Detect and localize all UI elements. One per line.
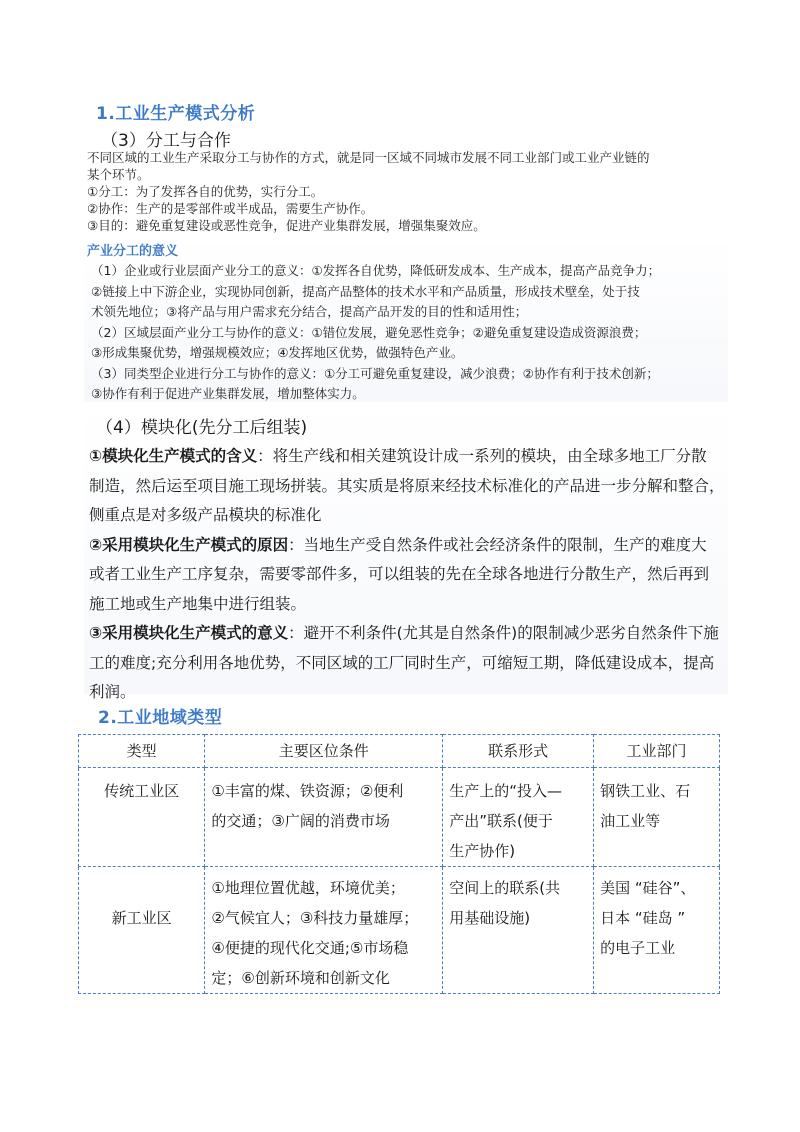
section-2-title: 2.工业地域类型 bbox=[98, 708, 223, 728]
body-line: 某个环节。 bbox=[87, 167, 150, 182]
paragraph-label: ①模块化生产模式的含义 bbox=[89, 447, 258, 465]
table-header-row bbox=[79, 735, 720, 768]
body-line: ②协作：生产的是零部件或半成品，需要生产协作。 bbox=[87, 201, 374, 216]
meaning-line: 术领先地位；③将产品与用户需求充分结合，提高产品开发的目的性和适用性； bbox=[91, 304, 528, 319]
paragraph-line: 制造，然后运至项目施工现场拼装。其实质是将原来经技术标准化的产品进一步分解和整合， bbox=[89, 476, 725, 495]
paragraph-line: 侧重点是对多级产品模块的标准化 bbox=[89, 506, 322, 524]
meaning-line: ③协作有利于促进产业集群发展，增加整体实力。 bbox=[91, 386, 365, 401]
subsection-4-heading: （4）模块化(先分工后组装) bbox=[96, 418, 308, 438]
column-header: 主要区位条件 bbox=[205, 735, 443, 768]
links-cell: 空间上的联系(共 用基础设施) bbox=[443, 867, 594, 994]
paragraph-label: ③采用模块化生产模式的意义 bbox=[89, 624, 289, 642]
meaning-line: （1）企业或行业层面产业分工的意义：①发挥各自优势，降低研发成本、生产成本，提高产品竞争力； bbox=[91, 263, 661, 278]
modular-paragraphs bbox=[89, 442, 725, 708]
table-row bbox=[79, 867, 720, 994]
paragraph-line: ②采用模块化生产模式的原因：当地生产受自然条件或社会经济条件的限制，生产的难度大 bbox=[89, 535, 707, 554]
paragraph-line: 利润。 bbox=[89, 683, 136, 701]
meaning-body bbox=[91, 261, 660, 405]
table-row bbox=[79, 768, 720, 867]
meaning-line: （3）同类型企业进行分工与协作的意义：①分工可避免重复建设，减少浪费；②协作有利于技术创新； bbox=[91, 365, 659, 381]
subsection-3-heading: （3）分工与合作 bbox=[101, 131, 231, 151]
section-1-title: 1.工业生产模式分析 bbox=[96, 104, 256, 124]
region-type-cell: 新工业区 bbox=[79, 867, 205, 994]
conditions-cell: ①地理位置优越，环境优美； ②气候宜人；③科技力量雄厚； ④便捷的现代化交通;⑤市场稳 定；⑥创新环境和创新文化 bbox=[205, 867, 443, 994]
paragraph-line: ①模块化生产模式的含义：将生产线和相关建筑设计成一系列的模块，由全球多地工厂分散 bbox=[89, 447, 707, 465]
paragraph-line: 或者工业生产工序复杂，需要零部件多，可以组装的先在全球各地进行分散生产，然后再到 bbox=[89, 565, 710, 583]
body-line: 不同区域的工业生产采取分工与协作的方式，就是同一区域不同城市发展不同工业部门或工业产业链的 bbox=[87, 150, 650, 165]
conditions-cell: ①丰富的煤、铁资源；②便利 的交通；③广阔的消费市场 bbox=[205, 768, 443, 867]
subsection-3-body bbox=[87, 149, 650, 234]
body-line: ③目的：避免重复建设或恶性竞争，促进产业集群发展，增强集聚效应。 bbox=[87, 218, 486, 233]
sectors-cell: 美国 “硅谷”、 日本 “硅岛 ” 的电子工业 bbox=[594, 867, 720, 994]
industry-division-meaning-block bbox=[84, 236, 728, 402]
meaning-line: （2）区域层面产业分工与协作的意义：①错位发展，避免恶性竞争；②避免重复建设造成资源浪费； bbox=[91, 324, 647, 340]
paragraph-line: 施工地或生产地集中进行组装。 bbox=[89, 594, 307, 613]
paragraph-label: ②采用模块化生产模式的原因 bbox=[89, 535, 289, 554]
meaning-line: ③形成集聚优势，增强规模效应；④发挥地区优势，做强特色产业。 bbox=[91, 345, 464, 360]
body-line: ①分工：为了发挥各自的优势，实行分工。 bbox=[87, 184, 324, 199]
meaning-line: ②链接上中下游企业，实现协同创新，提高产品整体的技术水平和产品质量，形成技术壁垒，处于技 bbox=[91, 283, 640, 299]
paragraph-line: 工的难度;充分利用各地优势，不同区域的工厂同时生产，可缩短工期，降低建设成本，提高 bbox=[89, 653, 715, 672]
industrial-region-table bbox=[78, 734, 720, 994]
meaning-title: 产业分工的意义 bbox=[87, 244, 179, 259]
column-header: 联系形式 bbox=[443, 735, 594, 768]
modular-production-block bbox=[84, 404, 728, 701]
sectors-cell: 钢铁工业、石 油工业等 bbox=[594, 768, 720, 867]
column-header: 类型 bbox=[79, 735, 205, 768]
paragraph-line: ③采用模块化生产模式的意义：避开不利条件(尤其是自然条件)的限制减少恶劣自然条件下施 bbox=[89, 624, 719, 642]
column-header: 工业部门 bbox=[594, 735, 720, 768]
links-cell: 生产上的“投入— 产出”联系(便于 生产协作) bbox=[443, 768, 594, 867]
region-type-cell: 传统工业区 bbox=[79, 768, 205, 867]
